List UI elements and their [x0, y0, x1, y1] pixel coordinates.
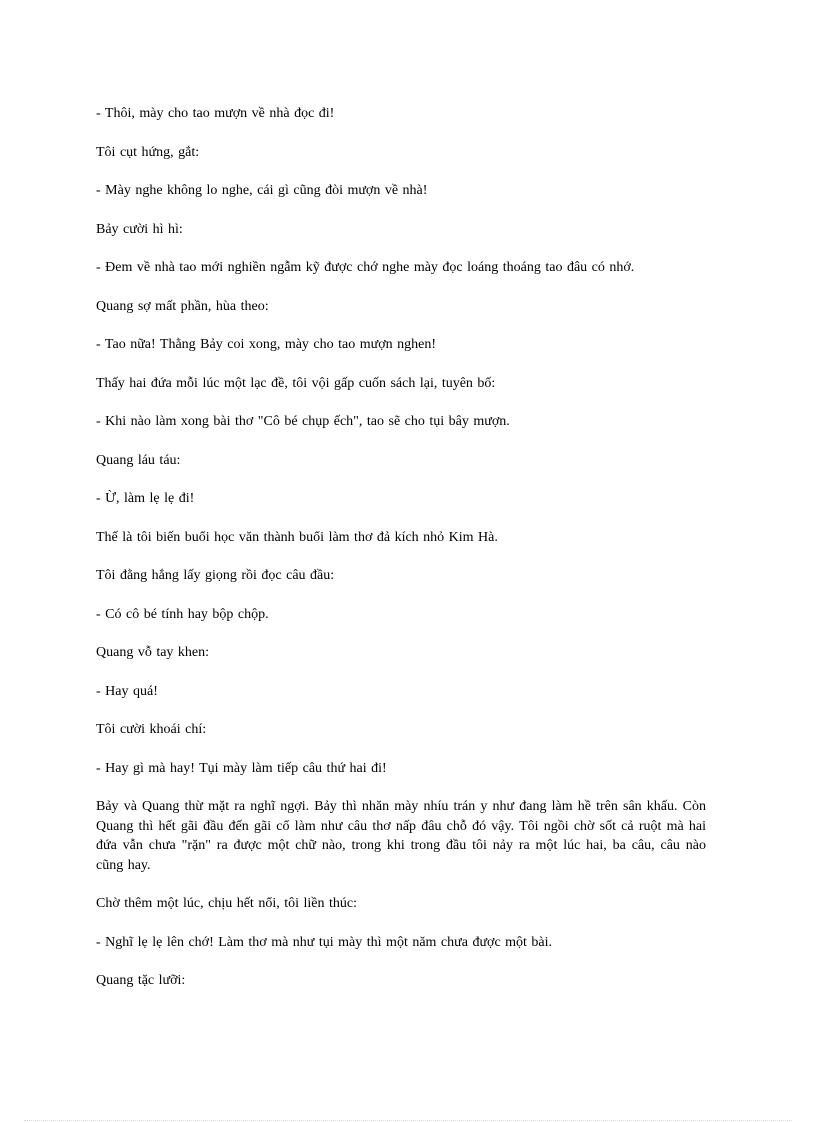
- paragraph: Quang tặc lưỡi:: [96, 973, 186, 988]
- paragraph: Tôi cụt hứng, gắt:: [96, 144, 200, 160]
- paragraph: Quang sợ mất phần, hùa theo:: [96, 298, 269, 314]
- document-page: [96, 104, 706, 1010]
- paragraph: - Khi nào làm xong bài thơ "Cô bé chụp ếch", tao sẽ cho tụi bây mượn.: [96, 414, 510, 429]
- paragraph: - Ừ, làm lẹ lẹ đi!: [96, 491, 195, 506]
- paragraph: - Tao nữa! Thằng Bảy coi xong, mày cho tao mượn nghen!: [96, 337, 437, 352]
- page-bottom-divider: [24, 1120, 792, 1121]
- paragraph: Quang vỗ tay khen:: [96, 645, 210, 660]
- paragraph: Thấy hai đứa mỗi lúc một lạc đề, tôi vội gấp cuốn sách lại, tuyên bố:: [96, 375, 496, 391]
- paragraph: Tôi đằng hắng lấy giọng rồi đọc câu đầu:: [96, 568, 335, 583]
- paragraph: Tôi cười khoái chí:: [96, 722, 207, 737]
- paragraph: Thế là tôi biến buổi học văn thành buổi làm thơ đả kích nhỏ Kim Hà.: [96, 529, 498, 545]
- paragraph: - Mày nghe không lo nghe, cái gì cũng đòi mượn về nhà!: [96, 183, 428, 198]
- paragraph: - Nghĩ lẹ lẹ lên chớ! Làm thơ mà như tụi mày thì một năm chưa được một bài.: [96, 934, 553, 950]
- paragraph: - Hay gì mà hay! Tụi mày làm tiếp câu thứ hai đi!: [96, 760, 387, 776]
- paragraph: - Hay quá!: [96, 683, 158, 699]
- paragraph: - Đem về nhà tao mới nghiền ngẫm kỹ được chớ nghe mày đọc loáng thoáng tao đâu có nhớ.: [96, 260, 635, 275]
- paragraph: Bảy và Quang thừ mặt ra nghĩ ngợi. Bảy thì nhăn mày nhíu trán y như đang làm hề trên sân khấu. Còn Quang thì hết gãi đầu đến gãi cổ làm như câu thơ nấp đâu chỗ đó vậy. Tôi ngồi chờ sốt cả ruột mà hai đứa vẫn chưa "rặn" ra được một chữ nào, trong khi trong đầu tôi nảy ra một lúc hai, ba câu, câu nào cũng hay.: [96, 799, 706, 873]
- paragraph: Quang láu táu:: [96, 452, 181, 468]
- paragraph: Chờ thêm một lúc, chịu hết nổi, tôi liền thúc:: [96, 896, 357, 911]
- paragraph: - Có cô bé tính hay bộp chộp.: [96, 606, 269, 622]
- paragraph: - Thôi, mày cho tao mượn về nhà đọc đi!: [96, 106, 335, 121]
- paragraph: Bảy cười hì hì:: [96, 221, 183, 237]
